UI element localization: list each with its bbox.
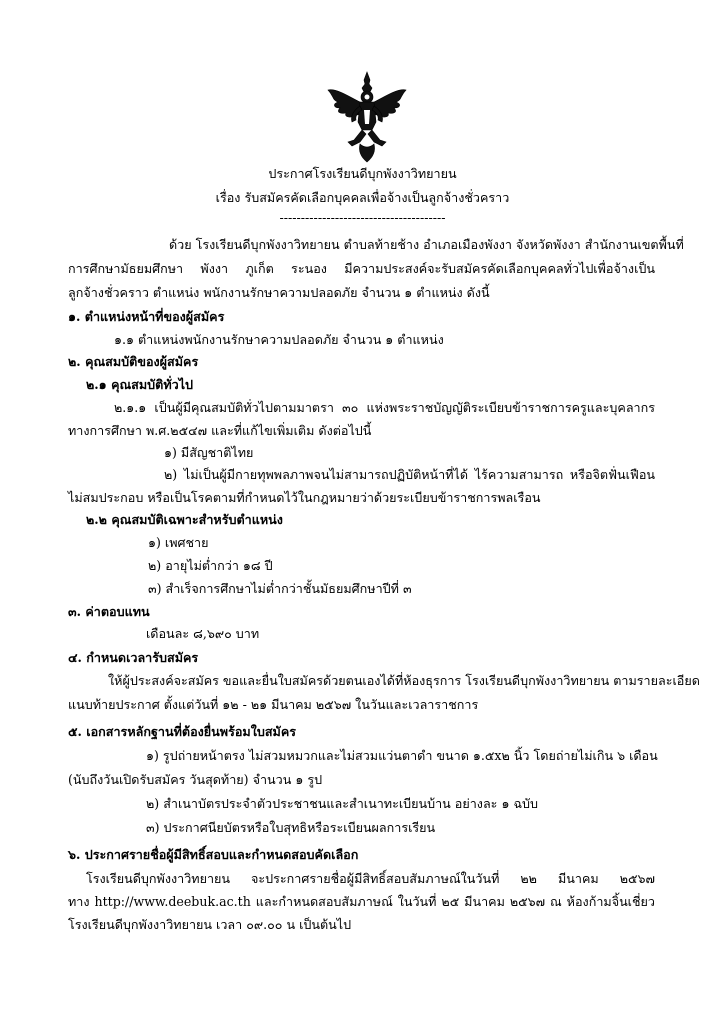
page-subject: เรื่อง รับสมัครคัดเลือกบุคคลเพื่อจ้างเป็นลูกจ้างชั่วคราว bbox=[215, 190, 510, 205]
document-item-1-line-1: ๑) รูปถ่ายหน้าตรง ไม่สวมหมวกและไม่สวมแว่นตาดำ ขนาด ๑.๕x๒ นิ้ว โดยถ่ายไม่เกิน ๖ เดือน bbox=[146, 748, 658, 763]
qualification-2-1-1-line-2: ทางการศึกษา พ.ศ.๒๕๔๗ และที่แก้ไขเพิ่มเติม ดังต่อไปนี้ bbox=[68, 423, 372, 438]
announcement-line-1: โรงเรียนดีบุกพังงาวิทยายน จะประกาศรายชื่อผู้มีสิทธิ์สอบสัมภาษณ์ในวันที่ ๒๒ มีนาคม ๒๕๖๗ bbox=[86, 871, 655, 886]
section-2-1-heading: ๒.๑ คุณสมบัติทั่วไป bbox=[86, 377, 194, 392]
page-title: ประกาศโรงเรียนดีบุกพังงาวิทยายน bbox=[268, 166, 457, 181]
document-item-1-line-2: (นับถึงวันเปิดรับสมัคร วันสุดท้าย) จำนวน ๑ รูป bbox=[68, 772, 323, 787]
application-period-line-1: ให้ผู้ประสงค์จะสมัคร ขอและยื่นใบสมัครด้วยตนเองได้ที่ห้องธุรการ โรงเรียนดีบุกพังงาวิทยายน ตามรายละเอียด bbox=[108, 673, 700, 688]
qualification-item-1: ๑) มีสัญชาติไทย bbox=[164, 445, 254, 460]
intro-line-2: การศึกษามัธยมศึกษา พังงา ภูเก็ต ระนอง มีความประสงค์จะรับสมัครคัดเลือกบุคคลทั่วไปเพื่อจ้างเป็น bbox=[68, 261, 655, 276]
document-item-3: ๓) ประกาศนียบัตรหรือใบสุทธิหรือระเบียนผลการเรียน bbox=[146, 820, 436, 835]
intro-line-1: ด้วย โรงเรียนดีบุกพังงาวิทยายน ตำบลท้ายช้าง อำเภอเมืองพังงา จังหวัดพังงา สำนักงานเขตพื้นที่ bbox=[169, 237, 684, 252]
application-period-line-2: แนบท้ายประกาศ ตั้งแต่วันที่ ๑๒ - ๒๑ มีนาคม ๒๕๖๗ ในวันและเวลาราชการ bbox=[68, 697, 479, 712]
qualification-item-2-line-1: ๒) ไม่เป็นผู้มีกายทุพพลภาพจนไม่สามารถปฏิบัติหน้าที่ได้ ไร้ความสามารถ หรือจิตฟั่นเฟือน bbox=[164, 467, 655, 482]
section-6-heading: ๖. ประกาศรายชื่อผู้มีสิทธิ์สอบและกำหนดสอบคัดเลือก bbox=[68, 847, 359, 862]
section-4-heading: ๔. กำหนดเวลารับสมัคร bbox=[68, 650, 199, 665]
announcement-line-2: ทาง http://www.deebuk.ac.th และกำหนดสอบสัมภาษณ์ ในวันที่ ๒๕ มีนาคม ๒๕๖๗ ณ ห้องก้ามจิ้นเชี่ยว bbox=[68, 894, 655, 909]
specific-item-2: ๒) อายุไม่ต่ำกว่า ๑๘ ปี bbox=[148, 558, 273, 573]
document-item-2: ๒) สำเนาบัตรประจำตัวประชาชนและสำเนาทะเบียนบ้าน อย่างละ ๑ ฉบับ bbox=[146, 796, 539, 811]
section-3-heading: ๓. ค่าตอบแทน bbox=[68, 604, 150, 619]
section-2-heading: ๒. คุณสมบัติของผู้สมัคร bbox=[68, 354, 199, 369]
section-5-heading: ๕. เอกสารหลักฐานที่ต้องยื่นพร้อมใบสมัคร bbox=[68, 724, 297, 739]
section-2-2-heading: ๒.๒ คุณสมบัติเฉพาะสำหรับตำแหน่ง bbox=[86, 512, 283, 527]
announcement-line-3: โรงเรียนดีบุกพังงาวิทยายน เวลา ๐๙.๐๐ น เป็นต้นไป bbox=[68, 917, 352, 932]
garuda-emblem-icon bbox=[324, 70, 410, 164]
qualification-item-2-line-2: ไม่สมประกอบ หรือเป็นโรคตามที่กำหนดไว้ในกฎหมายว่าด้วยระเบียบข้าราชการพลเรือน bbox=[68, 490, 541, 505]
qualification-2-1-1-line-1: ๒.๑.๑ เป็นผู้มีคุณสมบัติทั่วไปตามมาตรา ๓๐ แห่งพระราชบัญญัติระเบียบข้าราชการครูและบุคลากร bbox=[114, 400, 655, 415]
specific-item-1: ๑) เพศชาย bbox=[148, 535, 209, 550]
section-1-item: ๑.๑ ตำแหน่งพนักงานรักษาความปลอดภัย จำนวน ๑ ตำแหน่ง bbox=[114, 332, 444, 347]
section-1-heading: ๑. ตำแหน่งหน้าที่ของผู้สมัคร bbox=[68, 309, 225, 324]
intro-line-3: ลูกจ้างชั่วคราว ตำแหน่ง พนักงานรักษาความปลอดภัย จำนวน ๑ ตำแหน่ง ดังนี้ bbox=[68, 285, 490, 300]
compensation-value: เดือนละ ๘,๖๙๐ บาท bbox=[146, 626, 260, 641]
title-divider: --------------------------------------- bbox=[279, 210, 446, 225]
specific-item-3: ๓) สำเร็จการศึกษาไม่ต่ำกว่าชั้นมัธยมศึกษาปีที่ ๓ bbox=[148, 581, 412, 596]
